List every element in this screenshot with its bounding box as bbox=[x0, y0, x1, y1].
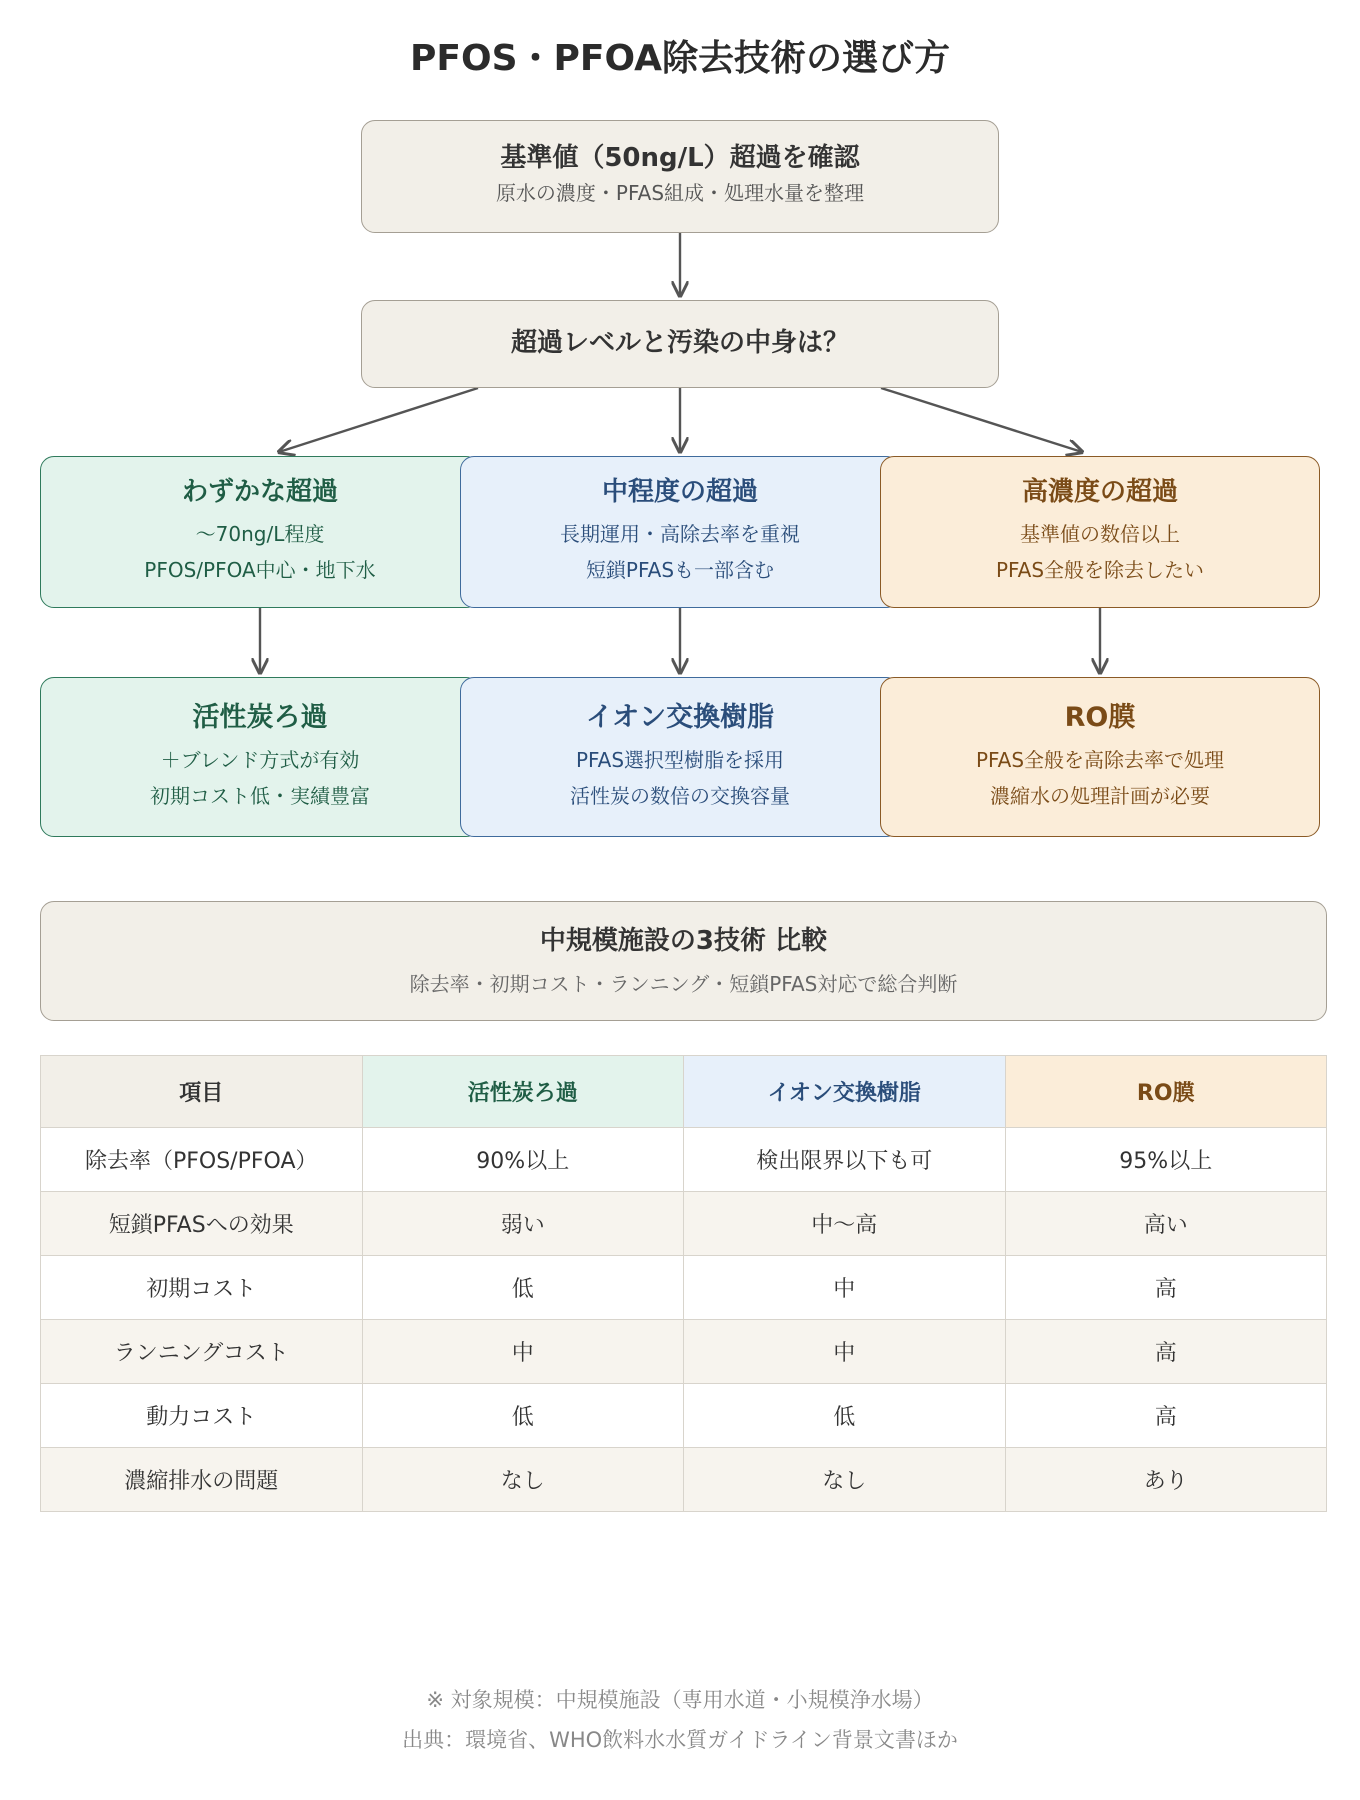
comparison-subtitle: 除去率・初期コスト・ランニング・短鎖PFAS対応で総合判断 bbox=[409, 972, 958, 997]
level-title: 高濃度の超過 bbox=[1021, 477, 1178, 508]
table-cell: 95%以上 bbox=[1005, 1128, 1327, 1192]
header-item: 項目 bbox=[41, 1056, 363, 1128]
level-title: 中程度の超過 bbox=[601, 477, 758, 508]
table-cell: 中 bbox=[684, 1256, 1006, 1320]
level-box-high bbox=[880, 456, 1320, 608]
tech-line: PFAS全般を高除去率で処理 bbox=[975, 747, 1225, 772]
tech-line: 活性炭の数倍の交換容量 bbox=[570, 783, 790, 808]
row-label: ランニングコスト bbox=[41, 1320, 363, 1384]
row-label: 濃縮排水の問題 bbox=[41, 1448, 363, 1512]
footer-note: ※ 対象規模：中規模施設（専用水道・小規模浄水場） bbox=[426, 1688, 934, 1712]
comparison-title: 中規模施設の3技術 比較 bbox=[539, 925, 828, 956]
question-box bbox=[361, 300, 999, 388]
level-line: 〜70ng/L程度 bbox=[195, 521, 325, 546]
question-text: 超過レベルと汚染の中身は？ bbox=[510, 328, 849, 359]
table-row bbox=[41, 1128, 1327, 1192]
table-cell: 高い bbox=[1005, 1192, 1327, 1256]
start-subtitle: 原水の濃度・PFAS組成・処理水量を整理 bbox=[495, 181, 865, 206]
page-title: PFOS・PFOA除去技術の選び方 bbox=[410, 38, 950, 79]
level-line: PFOS/PFOA中心・地下水 bbox=[144, 557, 376, 582]
tech-line: 濃縮水の処理計画が必要 bbox=[990, 783, 1210, 808]
start-title: 基準値（50ng/L）超過を確認 bbox=[500, 142, 860, 173]
tech-line: ＋ブレンド方式が有効 bbox=[160, 747, 360, 772]
table-cell: なし bbox=[362, 1448, 684, 1512]
arrow-question-to-level-1 bbox=[279, 388, 478, 452]
table-cell: 低 bbox=[362, 1384, 684, 1448]
table-cell: あり bbox=[1005, 1448, 1327, 1512]
tech-box-activated-carbon bbox=[40, 677, 480, 837]
table-cell: 90%以上 bbox=[362, 1128, 684, 1192]
footer-source: 出典：環境省、WHO飲料水水質ガイドライン背景文書ほか bbox=[402, 1728, 958, 1752]
start-box bbox=[361, 120, 999, 233]
table-row bbox=[41, 1256, 1327, 1320]
table-cell: 高 bbox=[1005, 1320, 1327, 1384]
table-header-row bbox=[41, 1056, 1327, 1128]
header-activated-carbon: 活性炭ろ過 bbox=[362, 1056, 684, 1128]
table-row bbox=[41, 1384, 1327, 1448]
tech-box-ro-membrane bbox=[880, 677, 1320, 837]
level-title: わずかな超過 bbox=[181, 477, 338, 508]
level-line: 短鎖PFASも一部含む bbox=[585, 557, 775, 582]
arrow-question-to-level-3 bbox=[881, 388, 1082, 452]
row-label: 動力コスト bbox=[41, 1384, 363, 1448]
row-label: 短鎖PFASへの効果 bbox=[41, 1192, 363, 1256]
tech-title: 活性炭ろ過 bbox=[192, 702, 328, 734]
table-cell: 中〜高 bbox=[684, 1192, 1006, 1256]
table-cell: 低 bbox=[362, 1256, 684, 1320]
level-box-moderate bbox=[460, 456, 900, 608]
table-cell: 中 bbox=[362, 1320, 684, 1384]
level-line: 長期運用・高除去率を重視 bbox=[560, 521, 800, 546]
level-box-slight bbox=[40, 456, 480, 608]
table-cell: 検出限界以下も可 bbox=[684, 1128, 1006, 1192]
table-cell: 高 bbox=[1005, 1384, 1327, 1448]
tech-title: RO膜 bbox=[1064, 702, 1136, 734]
tech-box-ion-exchange bbox=[460, 677, 900, 837]
table-cell: 低 bbox=[684, 1384, 1006, 1448]
level-line: PFAS全般を除去したい bbox=[995, 557, 1205, 582]
row-label: 除去率（PFOS/PFOA） bbox=[41, 1128, 363, 1192]
table-row bbox=[41, 1192, 1327, 1256]
header-ion-exchange: イオン交換樹脂 bbox=[684, 1056, 1006, 1128]
table-cell: なし bbox=[684, 1448, 1006, 1512]
tech-line: 初期コスト低・実績豊富 bbox=[150, 783, 370, 808]
table-cell: 中 bbox=[684, 1320, 1006, 1384]
table-row bbox=[41, 1448, 1327, 1512]
table-cell: 弱い bbox=[362, 1192, 684, 1256]
table-cell: 高 bbox=[1005, 1256, 1327, 1320]
tech-title: イオン交換樹脂 bbox=[585, 702, 775, 734]
table-row bbox=[41, 1320, 1327, 1384]
tech-line: PFAS選択型樹脂を採用 bbox=[575, 747, 785, 772]
row-label: 初期コスト bbox=[41, 1256, 363, 1320]
header-ro-membrane: RO膜 bbox=[1005, 1056, 1327, 1128]
level-line: 基準値の数倍以上 bbox=[1020, 521, 1180, 546]
comparison-table bbox=[40, 1055, 1327, 1512]
comparison-header-box bbox=[40, 901, 1327, 1021]
